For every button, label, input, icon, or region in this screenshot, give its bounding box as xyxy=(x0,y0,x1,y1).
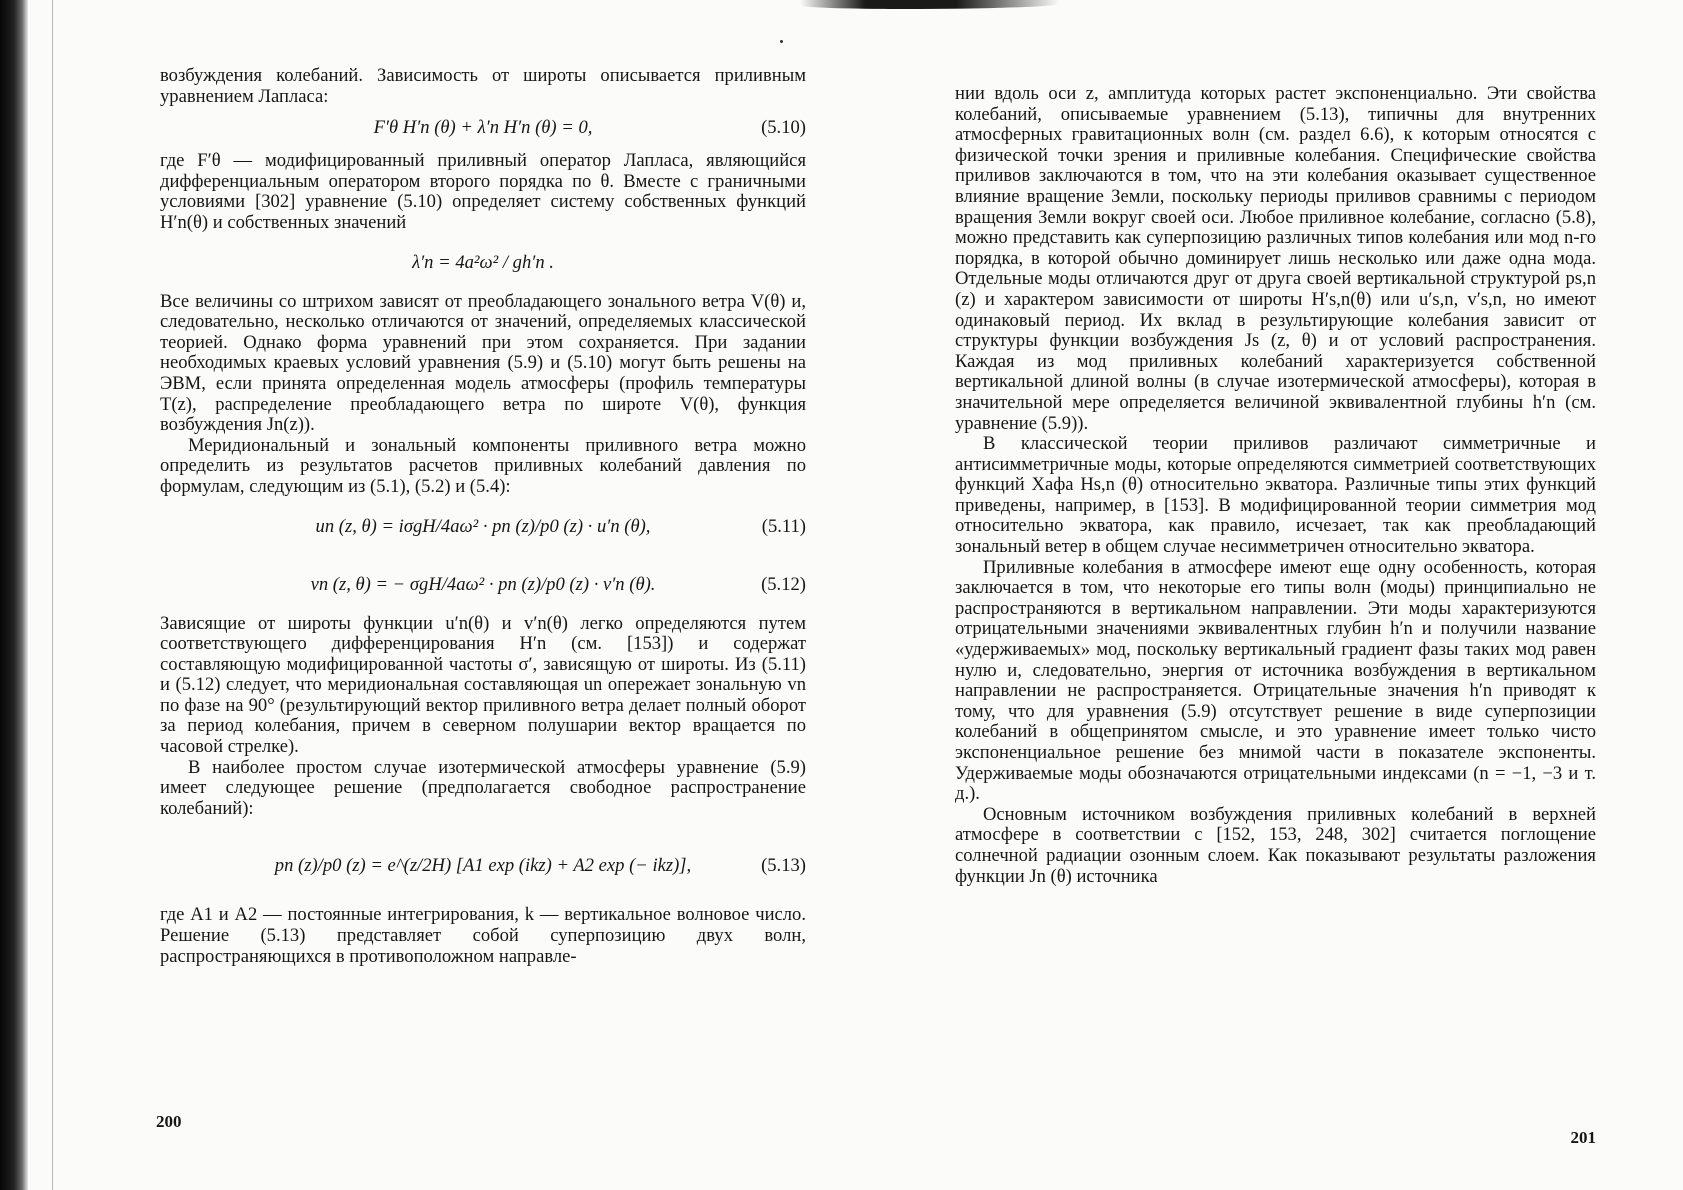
equation-number: (5.12) xyxy=(761,573,806,595)
right-page xyxy=(955,0,1596,1190)
equation-5-12 xyxy=(160,556,806,614)
right-page-text xyxy=(955,84,1596,887)
left-page-text xyxy=(160,66,806,967)
paragraph: где A1 и A2 — постоянные интегрирования, k — вертикальное волновое число. Решение (5.13) представляет собой суперпозицию двух волн, распространяющихся в противоположном направле- xyxy=(160,904,806,967)
equation-expression: un (z, θ) = iσgH/4aω² · pn (z)/p0 (z) · u′n (θ), xyxy=(315,515,651,537)
paragraph: где F′θ — модифицированный приливный оператор Лапласа, являющийся дифференциальным оператором второго порядка по θ. Вместе с граничными условиями [302] уравнение (5.10) определяет систему собственных функций H′n(θ) и собственных значений xyxy=(160,150,806,233)
book-binding-shadow xyxy=(0,0,28,1190)
paragraph: Все величины со штрихом зависят от преобладающего зонального ветра V(θ) и, следовательно, несколько отличаются от значений, определяемых классической теорией. Однако форма уравнений при этом сохраняется. При задании необходимых краевых условий уравнения (5.9) и (5.10) могут быть решены на ЭВМ, если принята определенная модель атмосферы (профиль температуры T(z), распределение преобладающего ветра по широте V(θ), функция возбуждения Jn(z)). xyxy=(160,290,806,436)
equation-number: (5.11) xyxy=(761,515,806,537)
paragraph: Меридиональный и зональный компоненты приливного ветра можно определить из результатов расчетов приливных колебаний давления по формулам, следующим из (5.1), (5.2) и (5.4): xyxy=(160,434,806,497)
paragraph: возбуждения колебаний. Зависимость от широты описывается приливным уравнением Лапласа: xyxy=(160,65,806,107)
page-number: 200 xyxy=(156,1112,182,1131)
paragraph: В классической теории приливов различают симметричные и антисимметричные моды, которые определяются симметрией соответствующих функций Хафа Hs,n (θ) относительно экватора. Различные типы этих функций приведены, например, в [153]. В модифицированной теории симметрия мод относительно экватора, как правило, исчезает, так как преобладающий зональный ветер в общем случае несимметричен относительно экватора. xyxy=(955,433,1596,558)
equation-expression: F′θ H′n (θ) + λ′n H′n (θ) = 0, xyxy=(373,117,593,139)
paragraph: Зависящие от широты функции u′n(θ) и v′n(θ) легко определяются путем соответствующего дифференцирования H′n (см. [153]) и содержат составляющую модифицированной частоты σ′, зависящую от широты. Из (5.11) и (5.12) следует, что меридиональная составляющая un опережает зональную vn по фазе на 90° (результирующий вектор приливного ветра делает полный оборот за период колебания, причем в северном полушарии вектор вращается по часовой стрелке). xyxy=(160,612,806,758)
paragraph: нии вдоль оси z, амплитуда которых растет экспоненциально. Эти свойства колебаний, описываемые уравнением (5.13), типичны для внутренних атмосферных гравитационных волн (см. раздел 6.6), к которым относятся с физической точки зрения и приливные колебания. Специфические свойства приливов заключаются в том, что на эти колебания оказывает существенное влияние вращение Земли, поскольку периоды приливов сравнимы с периодом вращения Земли вокруг своей оси. Любое приливное колебание, согласно (5.8), можно представить как суперпозицию различных типов колебания или мод n-го порядка, в которой обычно доминирует лишь несколько или даже одна мода. Отдельные моды отличаются друг от друга своей вертикальной структурой ps,n (z) и характером зависимости от широты H′s,n(θ) или u′s,n, v′s,n, но имеют одинаковый период. Их вклад в результирующие колебания зависит от структуры функции возбуждения Js (z, θ) и от условий распространения. Каждая из мод приливных колебаний характеризуется собственной вертикальной длиной волны (в случае изотермической атмосферы), которая в значительной мере определяется величиной эквивалентной глубины h′n (см. уравнение (5.9)). xyxy=(955,83,1596,434)
equation-expression: vn (z, θ) = − σgH/4aω² · pn (z)/p0 (z) · v′n (θ). xyxy=(310,573,656,595)
paragraph: Основным источником возбуждения приливных колебаний в верхней атмосфере в соответствии с [152, 153, 248, 302] считается поглощение солнечной радиации озонным слоем. Как показывают результаты разложения функции Jn (θ) источника xyxy=(955,803,1596,887)
equation-5-13 xyxy=(160,819,806,905)
page-number: 201 xyxy=(1570,1128,1596,1147)
equation-expression: λ′n = 4a²ω² / gh′n . xyxy=(412,251,554,273)
equation-lambda xyxy=(160,234,806,292)
paragraph: В наиболее простом случае изотермической атмосферы уравнение (5.9) имеет следующее решение (предполагается свободное распространение колебаний): xyxy=(160,756,806,819)
page-edge-line xyxy=(52,0,53,1190)
paragraph: Приливные колебания в атмосфере имеют еще одну особенность, которая заключается в том, что некоторые его типы волн (моды) принципиально не распространяются в вертикальном направлении. Эти моды характеризуются отрицательными значениями эквивалентных глубин h′n и получили название «удерживаемых» мод, поскольку вертикальный градиент фазы таких мод равен нулю и, следовательно, энергия от источника возбуждения в вертикальном направлении не распространяется. Отрицательные значения h′n приводят к тому, что для уравнения (5.9) отсутствует решение в виде суперпозиции колебаний в общепринятом смысле, и это уравнение имеет только чисто экспоненциальное решение без мнимой части в показателе экспоненты. Удерживаемые моды обозначаются отрицательными индексами (n = −1, −3 и т. д.). xyxy=(955,556,1596,805)
left-page xyxy=(156,0,806,1190)
equation-number: (5.10) xyxy=(761,117,806,139)
equation-number: (5.13) xyxy=(761,855,806,877)
equation-5-10 xyxy=(160,107,806,151)
equation-5-11 xyxy=(160,498,806,556)
equation-expression: pn (z)/p0 (z) = e^(z/2H) [A1 exp (ikz) + A2 exp (− ikz)], xyxy=(274,855,692,877)
